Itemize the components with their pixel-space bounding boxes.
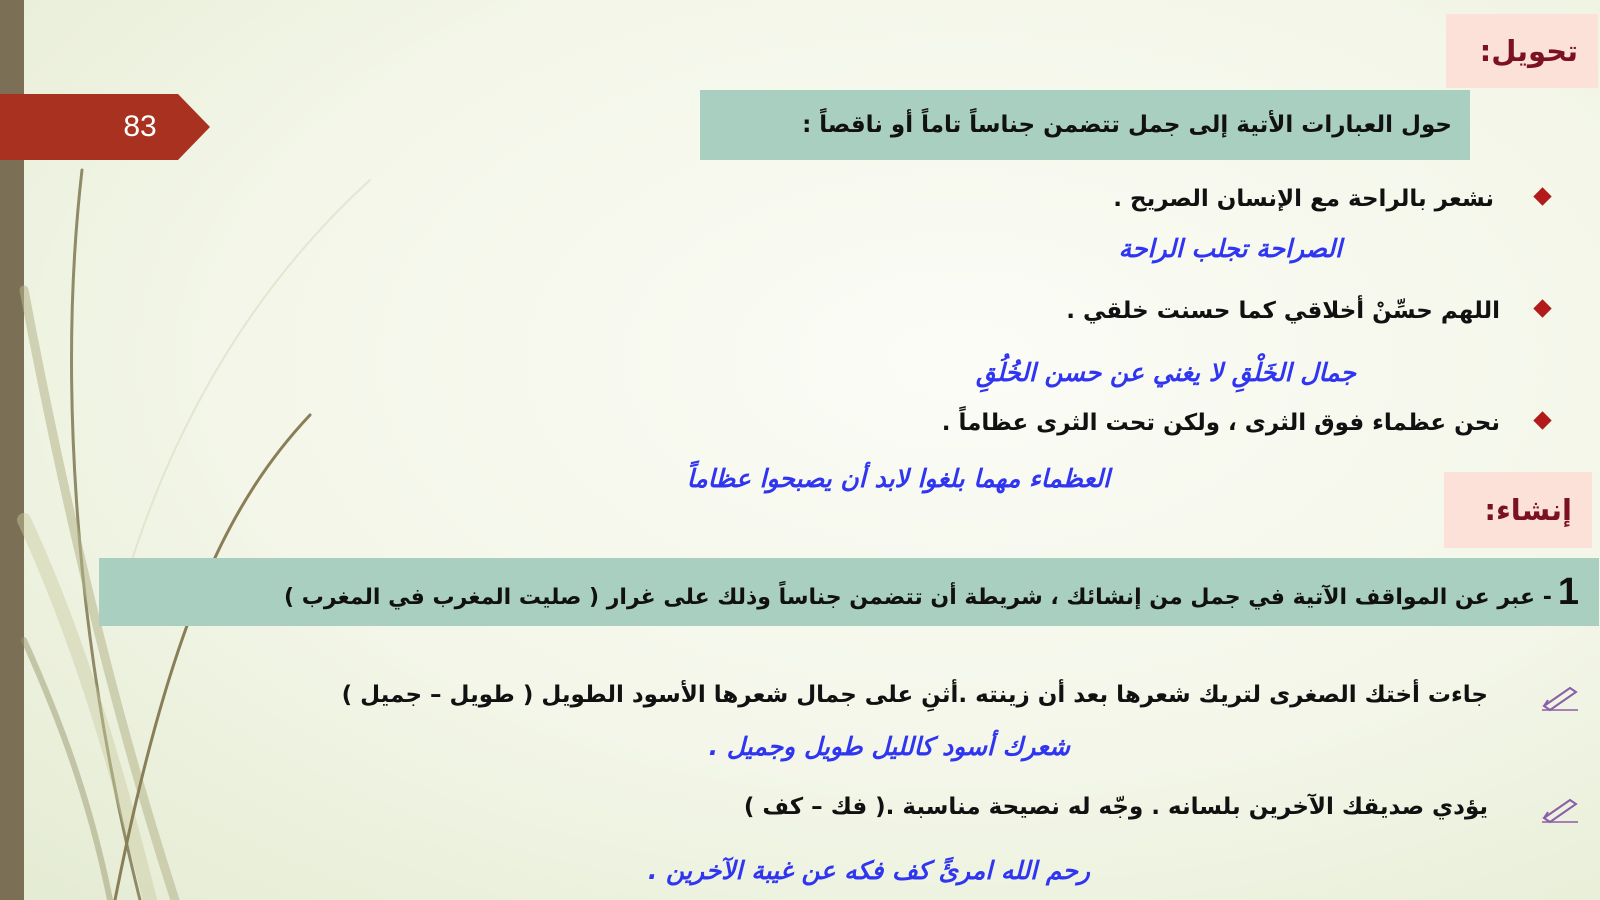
pencil-bullet-icon <box>1540 792 1580 824</box>
instruction-band-composition <box>99 558 1599 626</box>
diamond-bullet-icon <box>1533 299 1551 317</box>
composition-instruction: - عبر عن المواقف الآتية في جمل من إنشائك ، شريطة أن تتضمن جناساً وذلك على غرار ( صليت المغرب في المغرب ) <box>284 585 1552 610</box>
diamond-bullet-icon <box>1533 411 1551 429</box>
page-number-badge <box>0 94 210 160</box>
composition-answer-2: رحم الله امرئً كف فكه عن غيبة الآخرين . <box>647 856 1090 885</box>
transform-answer-3: العظماء مهما بلغوا لابد أن يصبحوا عظاماً <box>686 464 1110 493</box>
transform-answer-2: جمال الخَلْقِ لا يغني عن حسن الخُلُقِ <box>976 358 1356 387</box>
transform-question-1: نشعر بالراحة مع الإنسان الصريح . <box>1113 186 1494 212</box>
composition-answer-1: شعرك أسود كالليل طويل وجميل . <box>708 732 1070 761</box>
page-number: 83 <box>123 110 157 143</box>
exercise-number: 1 <box>1557 571 1579 613</box>
composition-question-1: جاءت أختك الصغرى لتريك شعرها بعد أن زينته .أثنِ على جمال شعرها الأسود الطويل ( طويل – جميل ) <box>341 682 1488 708</box>
diamond-bullet-icon <box>1533 187 1551 205</box>
section-title-composition: إنشاء: <box>1444 472 1592 548</box>
transform-question-3: نحن عظماء فوق الثرى ، ولكن تحت الثرى عظاماً . <box>941 410 1500 436</box>
instruction-band-transform: حول العبارات الأتية إلى جمل تتضمن جناساً تاماً أو ناقصاً : <box>700 90 1470 160</box>
transform-answer-1: الصراحة تجلب الراحة <box>1118 234 1342 263</box>
composition-question-2: يؤدي صديقك الآخرين بلسانه . وجّه له نصيحة مناسبة .( فك – كف ) <box>743 794 1488 820</box>
pencil-bullet-icon <box>1540 680 1580 712</box>
section-title-transform: تحويل: <box>1446 14 1598 88</box>
transform-question-2: اللهم حسِّنْ أخلاقي كما حسنت خلقي . <box>1066 298 1500 324</box>
